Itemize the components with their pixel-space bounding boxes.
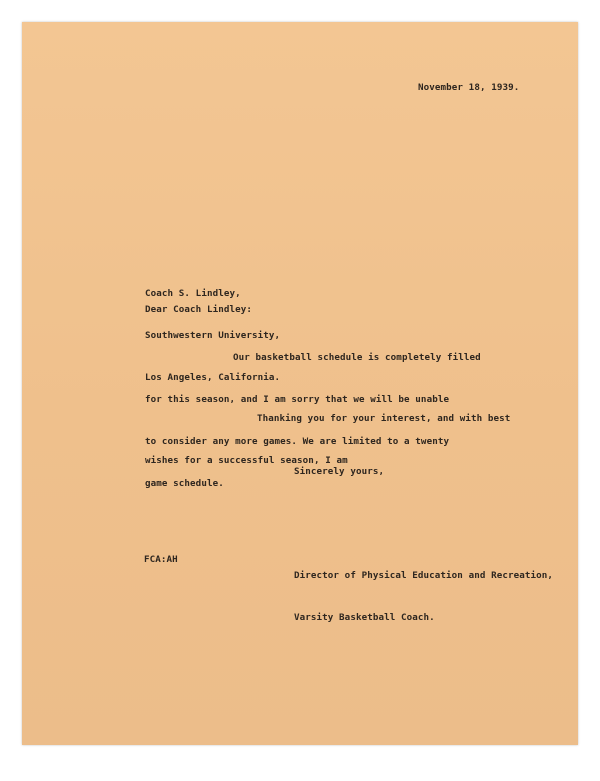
signature-line: Director of Physical Education and Recreation, xyxy=(294,570,554,581)
salutation: Dear Coach Lindley: xyxy=(145,304,252,315)
body-line: Our basketball schedule is completely filled xyxy=(233,352,481,363)
letter-page xyxy=(22,22,578,745)
address-line: Los Angeles, California. xyxy=(145,372,281,383)
body-line: for this season, and I am sorry that we will be unable xyxy=(145,394,450,405)
body-line: to consider any more games. We are limited to a twenty xyxy=(145,436,450,447)
body-line: game schedule. xyxy=(145,478,224,489)
closing: Sincerely yours, xyxy=(294,466,385,477)
signature-line: Varsity Basketball Coach. xyxy=(294,612,435,623)
body-line: wishes for a successful season, I am xyxy=(145,455,348,466)
address-line: Southwestern University, xyxy=(145,330,281,341)
signature-block xyxy=(294,541,553,653)
paragraph-2 xyxy=(145,384,510,496)
typist-initials: FCA:AH xyxy=(144,554,178,565)
body-line: Thanking you for your interest, and with best xyxy=(257,413,511,424)
address-line: Coach S. Lindley, xyxy=(145,288,241,299)
letter-date: November 18, 1939. xyxy=(418,82,520,93)
